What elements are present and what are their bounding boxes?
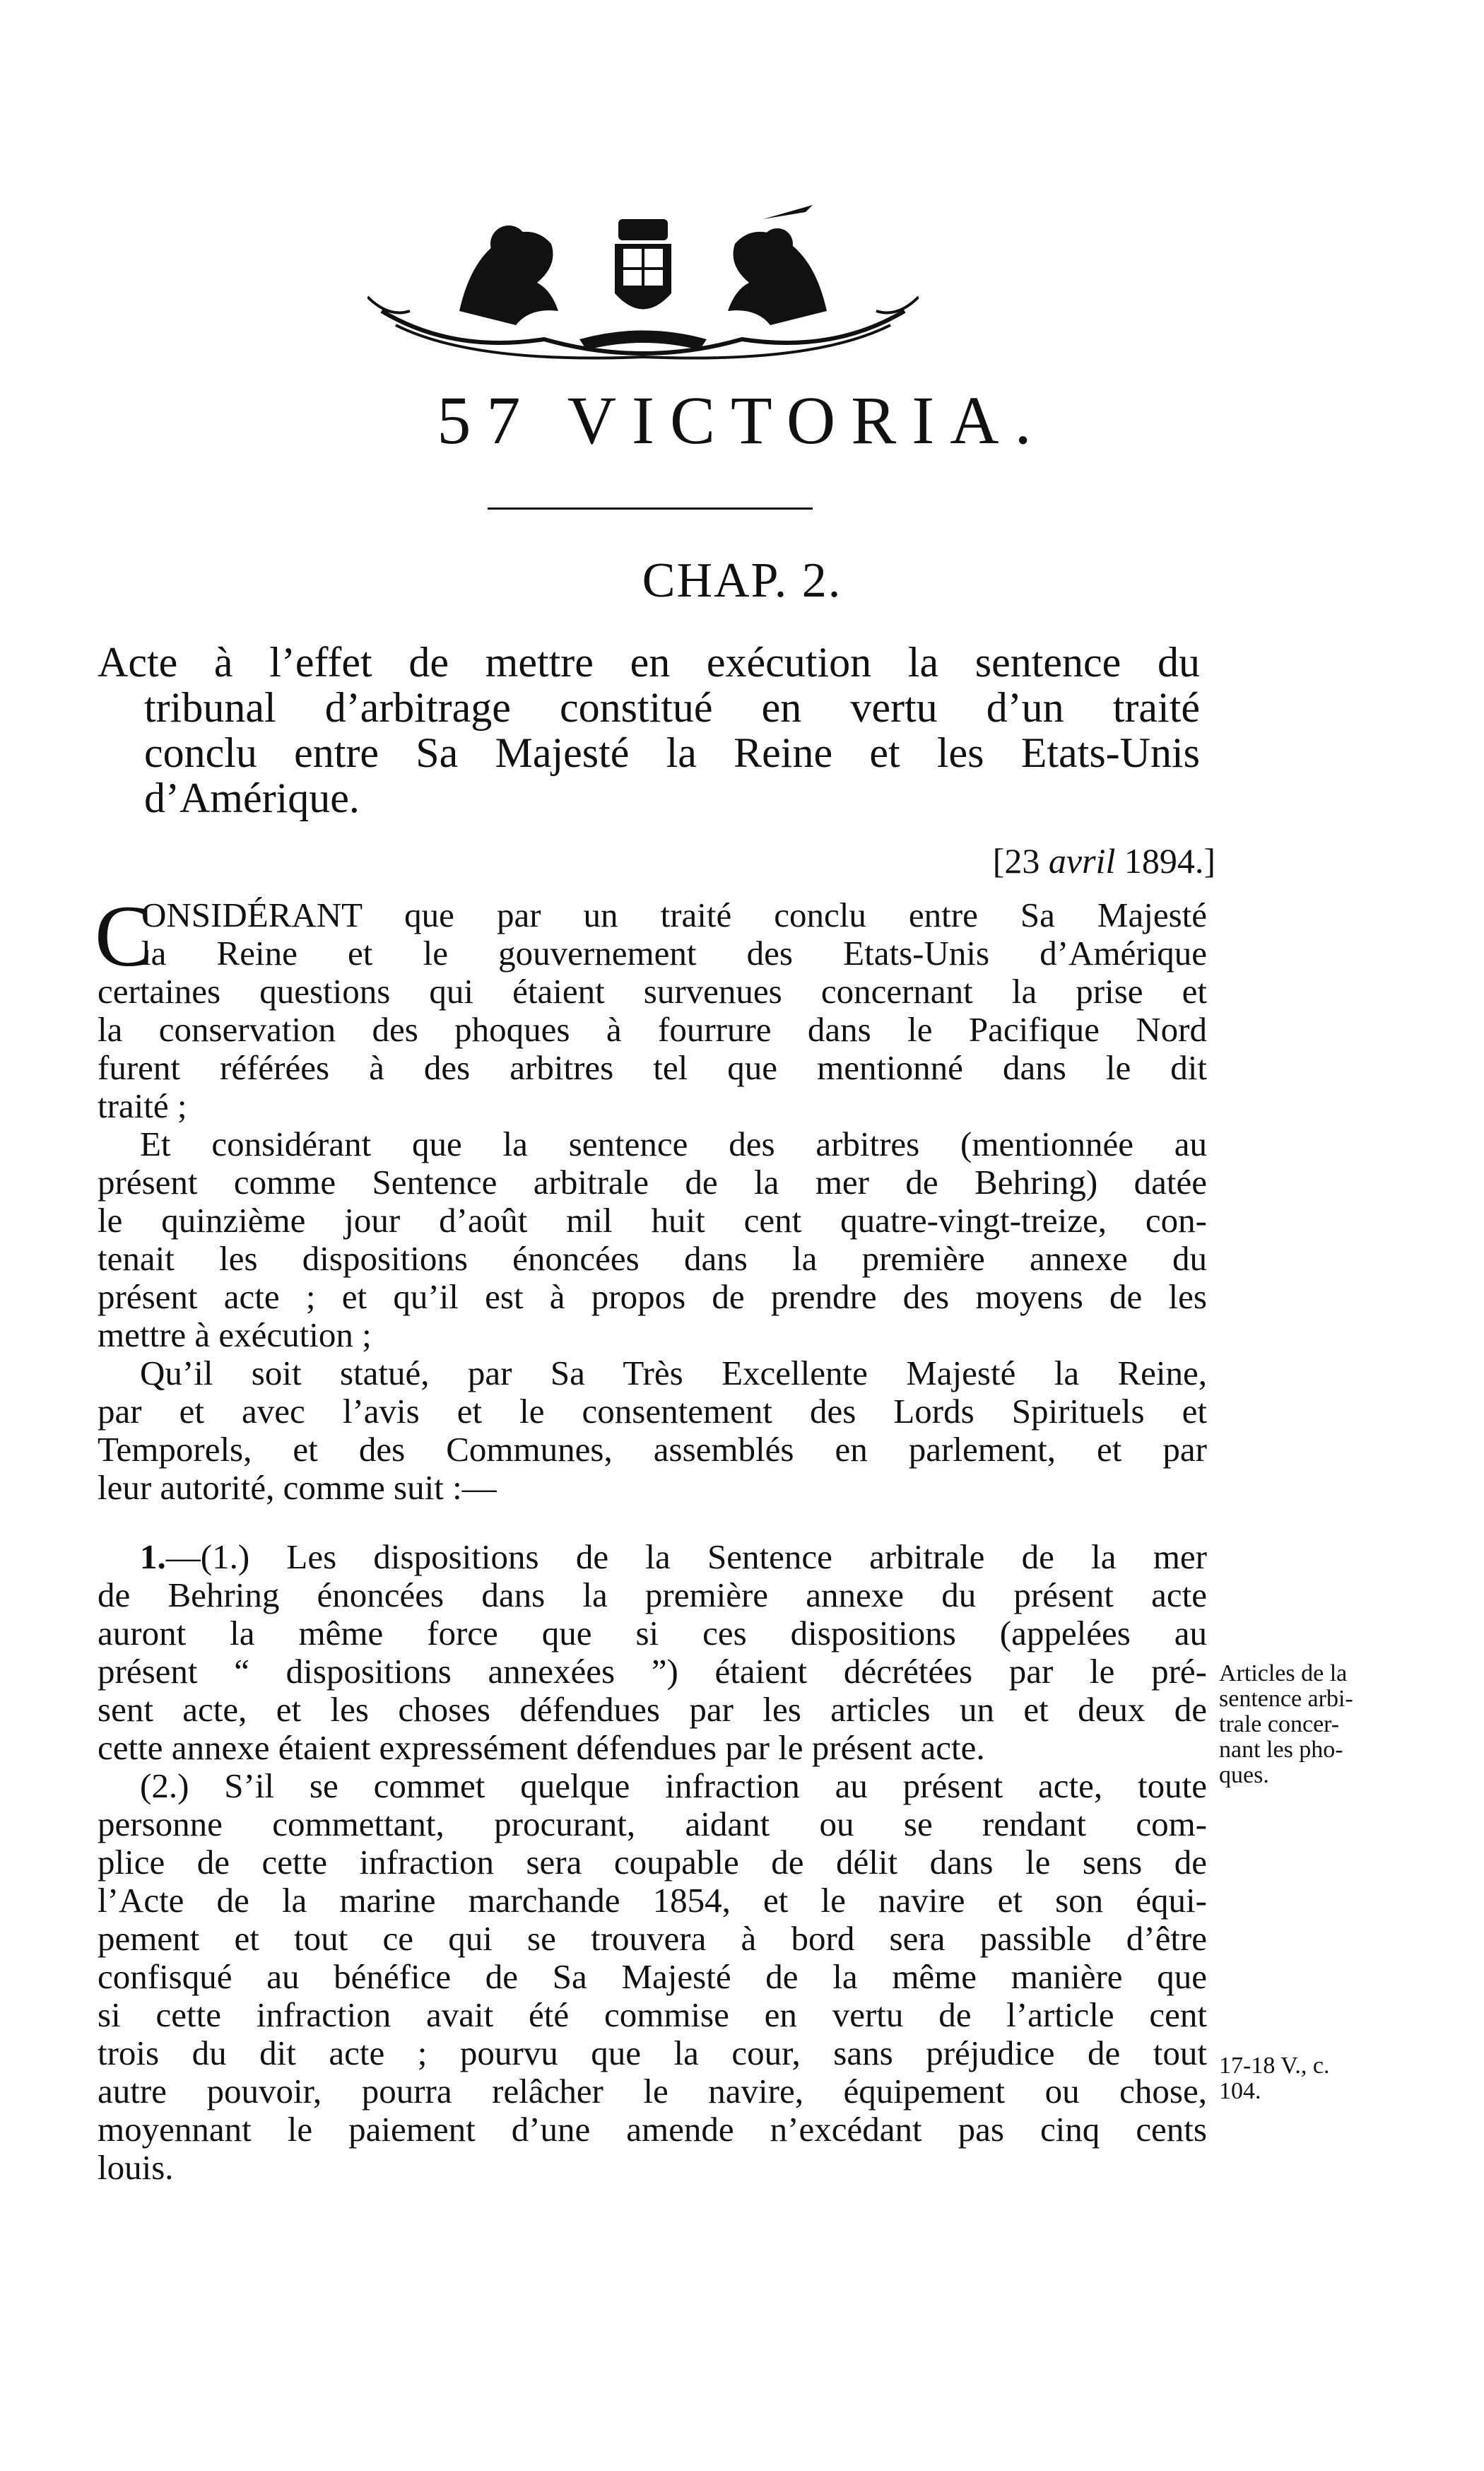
preamble-line: tenait les dispositions énoncées dans la première annexe du — [98, 1239, 1207, 1278]
section1-line — [98, 1538, 1207, 1576]
preamble-line: mettre à exécution ; — [98, 1315, 372, 1354]
margin-note-line: 104. — [1219, 2078, 1261, 2104]
margin-note-line: 17-18 V., c. — [1219, 2053, 1330, 2079]
assent-date — [862, 840, 1215, 882]
section1-line: de Behring énoncées dans la première annexe du présent acte — [98, 1575, 1207, 1614]
section1-line: louis. — [98, 2148, 174, 2187]
section1-line: pement et tout ce qui se trouvera à bord sera passible d’être — [98, 1919, 1207, 1958]
margin-note-articles — [1219, 1661, 1403, 1788]
act-title — [98, 640, 1200, 821]
preamble-line: présent acte ; et qu’il est à propos de prendre des moyens de les — [98, 1277, 1207, 1316]
section-gap — [98, 1507, 1207, 1538]
preamble-line: certaines questions qui étaient survenues concernant la prise et — [98, 972, 1207, 1011]
section1-line: (2.) S’il se commet quelque infraction au présent acte, toute — [140, 1766, 1207, 1805]
preamble-line: la conservation des phoques à fourrure dans le Pacifique Nord — [98, 1010, 1207, 1049]
section1-line-text: —(1.) Les dispositions de la Sentence arbitrale de la mer — [165, 1537, 1207, 1576]
margin-note-line: nant les pho- — [1219, 1737, 1343, 1763]
drop-cap: C — [95, 888, 153, 985]
date-suffix: 1894.] — [1115, 841, 1215, 881]
preamble-line: ONSIDÉRANT que par un traité conclu entre Sa Majesté — [141, 896, 1207, 934]
preamble-line: leur autorité, comme suit :— — [98, 1468, 497, 1507]
section1-line: cette annexe étaient expressément défendues par le présent acte. — [98, 1728, 985, 1767]
section1-line: présent “ dispositions annexées ”) étaient décrétées par le pré- — [98, 1652, 1207, 1691]
preamble-line: par et avec l’avis et le consentement des Lords Spirituels et — [98, 1392, 1207, 1431]
title-line: conclu entre Sa Majesté la Reine et les Etats-Unis — [144, 729, 1200, 776]
section1-line: plice de cette infraction sera coupable de délit dans le sens de — [98, 1843, 1207, 1882]
preamble-line: le quinzième jour d’août mil huit cent quatre-vingt-treize, con- — [98, 1201, 1207, 1240]
title-divider — [488, 507, 813, 510]
preamble-line: traité ; — [98, 1086, 187, 1125]
act-body — [95, 888, 1207, 2187]
section-number: 1. — [140, 1537, 166, 1576]
margin-note-line: ques. — [1219, 1762, 1269, 1788]
section1-line: personne commettant, procurant, aidant ou se rendant com- — [98, 1804, 1207, 1843]
preamble-line: Temporels, et des Communes, assemblés en parlement, et par — [98, 1430, 1207, 1469]
preamble-line: Et considérant que la sentence des arbitres (mentionnée au — [140, 1125, 1207, 1163]
royal-coat-of-arms-icon — [367, 205, 919, 368]
title-line: tribunal d’arbitrage constitué en vertu d’un traité — [144, 684, 1200, 731]
chapter-number: CHAP. 2. — [642, 553, 842, 608]
preamble-line: présent comme Sentence arbitrale de la mer de Behring) datée — [98, 1163, 1207, 1202]
section1-line: sent acte, et les choses défendues par les articles un et deux de — [98, 1690, 1207, 1729]
date-prefix: [23 — [992, 841, 1049, 881]
margin-note-statute — [1219, 2053, 1403, 2104]
section1-line: confisqué au bénéfice de Sa Majesté de la même manière que — [98, 1957, 1207, 1996]
section1-line: auront la même force que si ces dispositions (appelées au — [98, 1614, 1207, 1653]
margin-note-line: trale concer- — [1219, 1711, 1340, 1737]
reign-heading: 57 VICTORIA. — [437, 382, 1047, 458]
section1-line: moyennant le paiement d’une amende n’excédant pas cinq cents — [98, 2110, 1207, 2149]
section1-line: l’Acte de la marine marchande 1854, et le navire et son équi- — [98, 1881, 1207, 1920]
section1-line: autre pouvoir, pourra relâcher le navire, équipement ou chose, — [98, 2072, 1207, 2111]
date-month: avril — [1048, 841, 1116, 881]
margin-note-line: sentence arbi- — [1219, 1686, 1353, 1712]
section1-line: si cette infraction avait été commise en vertu de l’article cent — [98, 1995, 1207, 2034]
section1-line: trois du dit acte ; pourvu que la cour, sans préjudice de tout — [98, 2033, 1207, 2072]
margin-note-line: Articles de la — [1219, 1660, 1348, 1686]
title-line: Acte à l’effet de mettre en exécution la sentence du — [98, 639, 1200, 686]
preamble-line: furent référées à des arbitres tel que mentionné dans le dit — [98, 1048, 1207, 1087]
preamble-line: la Reine et le gouvernement des Etats-Unis d’Amérique — [141, 934, 1207, 973]
title-line: d’Amérique. — [144, 775, 360, 821]
preamble-line: Qu’il soit statué, par Sa Très Excellente Majesté la Reine, — [140, 1354, 1207, 1392]
